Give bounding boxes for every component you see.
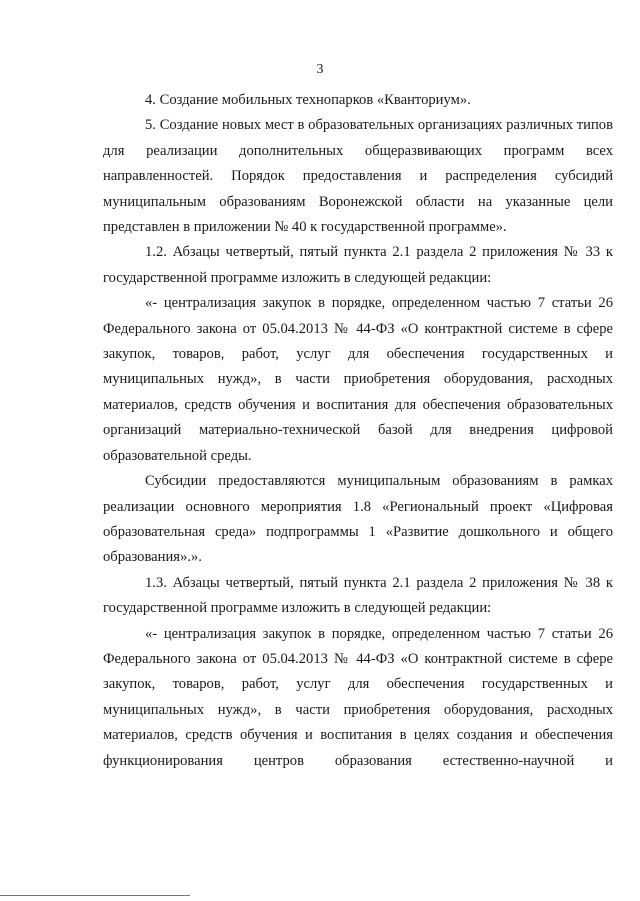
- paragraph-amendment-1-2: 1.2. Абзацы четвертый, пятый пункта 2.1 раздела 2 приложения № 33 к государственной программе изложить в следующей редакции:: [103, 244, 613, 286]
- footer-rule: [0, 895, 190, 896]
- paragraph-item-4-technoparks: 4. Создание мобильных технопарков «Кванториум».: [145, 92, 471, 108]
- document-body: [103, 88, 613, 774]
- paragraph-subsidies: Субсидии предоставляются муниципальным образованиям в рамках реализации основного мероприятия 1.8 «Региональный проект «Цифровая образовательная среда» подпрограммы 1 «Развитие дошкольного и общего образования».».: [103, 473, 613, 566]
- paragraph-item-5-new-places: 5. Создание новых мест в образовательных организациях различных типов для реализации дополнительных общеразвивающих программ всех направленностей. Порядок предоставления и распределения субсидий муниципальным образованиям Воронежской области на указанные цели представлен в приложении № 40 к государственной программе».: [103, 117, 613, 236]
- page-number: 3: [316, 62, 324, 77]
- paragraph-quote-centralization-38: «- централизация закупок в порядке, определенном частью 7 статьи 26 Федерального закона от 05.04.2013 № 44-ФЗ «О контрактной системе в сфере закупок, товаров, работ, услуг для обеспечения государственных и муниципальных нужд», в части приобретения оборудования, расходных материалов, средств обучения и воспитания в целях создания и обеспечения функционирования центров образования естественно-научной и: [103, 625, 613, 769]
- paragraph-amendment-1-3: 1.3. Абзацы четвертый, пятый пункта 2.1 раздела 2 приложения № 38 к государственной программе изложить в следующей редакции:: [103, 574, 613, 617]
- paragraph-quote-centralization-33: «- централизация закупок в порядке, определенном частью 7 статьи 26 Федерального закона от 05.04.2013 № 44-ФЗ «О контрактной системе в сфере закупок, товаров, работ, услуг для обеспечения государственных и муниципальных нужд», в части приобретения оборудования, расходных материалов, средств обучения и воспитания для обеспечения образовательных организаций материально-технической базой для внедрения цифровой образовательной среды.: [103, 295, 613, 464]
